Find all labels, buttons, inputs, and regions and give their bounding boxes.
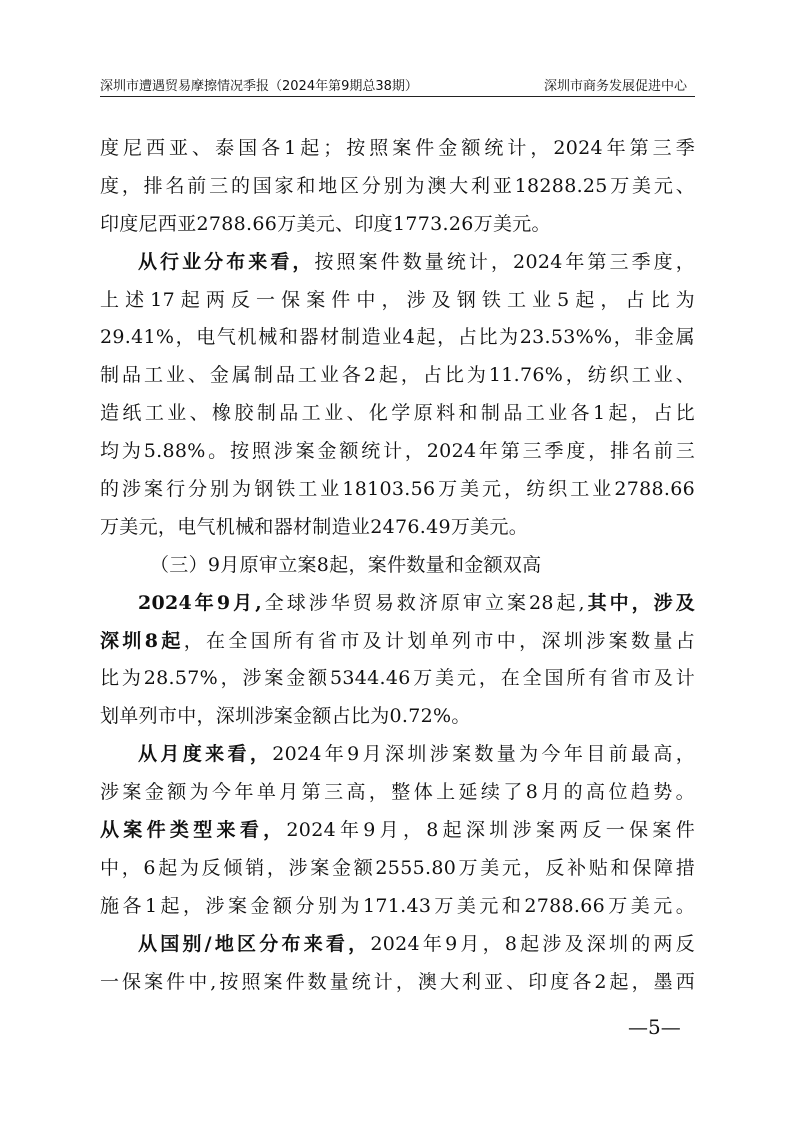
paragraph-heading: 从行业分布来看， [138, 250, 315, 273]
text-line: 施各1起，涉案金额分别为171.43万美元和2788.66万美元。 [100, 894, 695, 917]
text-line: 度，排名前三的国家和地区分别为澳大利亚18288.25万美元、 [100, 174, 695, 197]
text-line: 一保案件中,按照案件数量统计，澳大利亚、印度各2起，墨西 [100, 970, 695, 993]
text-line: 中，6起为反倾销，涉案金额2555.80万美元，反补贴和保障措 [100, 856, 695, 879]
section-heading: （三）9月原审立案8起，案件数量和金额双高 [150, 553, 542, 576]
text-line: 划单列市中，深圳涉案金额占比为0.72%。 [100, 705, 471, 728]
paragraph-start: 从国别/地区分布来看，2024年9月，8起涉及深圳的两反 [138, 932, 695, 955]
text-line: 深圳8起，在全国所有省市及计划单列市中，深圳涉案数量占 [100, 629, 696, 652]
text-line: 比为28.57%，涉案金额5344.46万美元，在全国所有省市及计 [100, 667, 695, 690]
text-line: 制品工业、金属制品工业各2起，占比为11.76%，纺织工业、 [100, 364, 695, 387]
paragraph-heading: 从案件类型来看， [100, 819, 287, 842]
paragraph-heading: 从月度来看， [138, 743, 273, 766]
text-line: 上述17起两反一保案件中，涉及钢铁工业5起，占比为 [100, 288, 695, 311]
text-line: 度尼西亚、泰国各1起；按照案件金额统计，2024年第三季 [100, 137, 695, 159]
text-line: 万美元，电气机械和器材制造业2476.49万美元。 [100, 515, 529, 538]
text-line: 造纸工业、橡胶制品工业、化学原料和制品工业各1起，占比 [100, 402, 695, 425]
paragraph-start: 2024年9月,全球涉华贸易救济原审立案28起,其中，涉及 [138, 591, 695, 614]
paragraph-start: 从月度来看，2024年9月深圳涉案数量为今年目前最高， [138, 743, 695, 766]
report-title: 深圳市遭遇贸易摩擦情况季报（2024年第9期总38期） [100, 79, 418, 94]
organization-name: 深圳市商务发展促进中心 [543, 79, 687, 94]
paragraph-heading: 从国别/地区分布来看， [138, 932, 371, 955]
text-line: 均为5.88%。按照涉案金额统计，2024年第三季度，排名前三 [100, 440, 695, 463]
text-line: 涉案金额为今年单月第三高，整体上延续了8月的高位趋势。 [100, 781, 695, 804]
text-line: 29.41%，电气机械和器材制造业4起，占比为23.53%%，非金属 [100, 326, 695, 349]
page-number: —5— [628, 1015, 681, 1039]
paragraph-start: 从行业分布来看，按照案件数量统计，2024年第三季度， [138, 250, 695, 273]
text-line: 的涉案行分别为钢铁工业18103.56万美元，纺织工业2788.66 [100, 478, 695, 501]
text-line: 从案件类型来看，2024年9月，8起深圳涉案两反一保案件 [100, 819, 695, 842]
page-header [100, 72, 695, 97]
text-line: 印度尼西亚2788.66万美元、印度1773.26万美元。 [100, 212, 551, 235]
document-body [100, 130, 695, 1001]
paragraph-heading: 2024年9月, [138, 591, 263, 614]
